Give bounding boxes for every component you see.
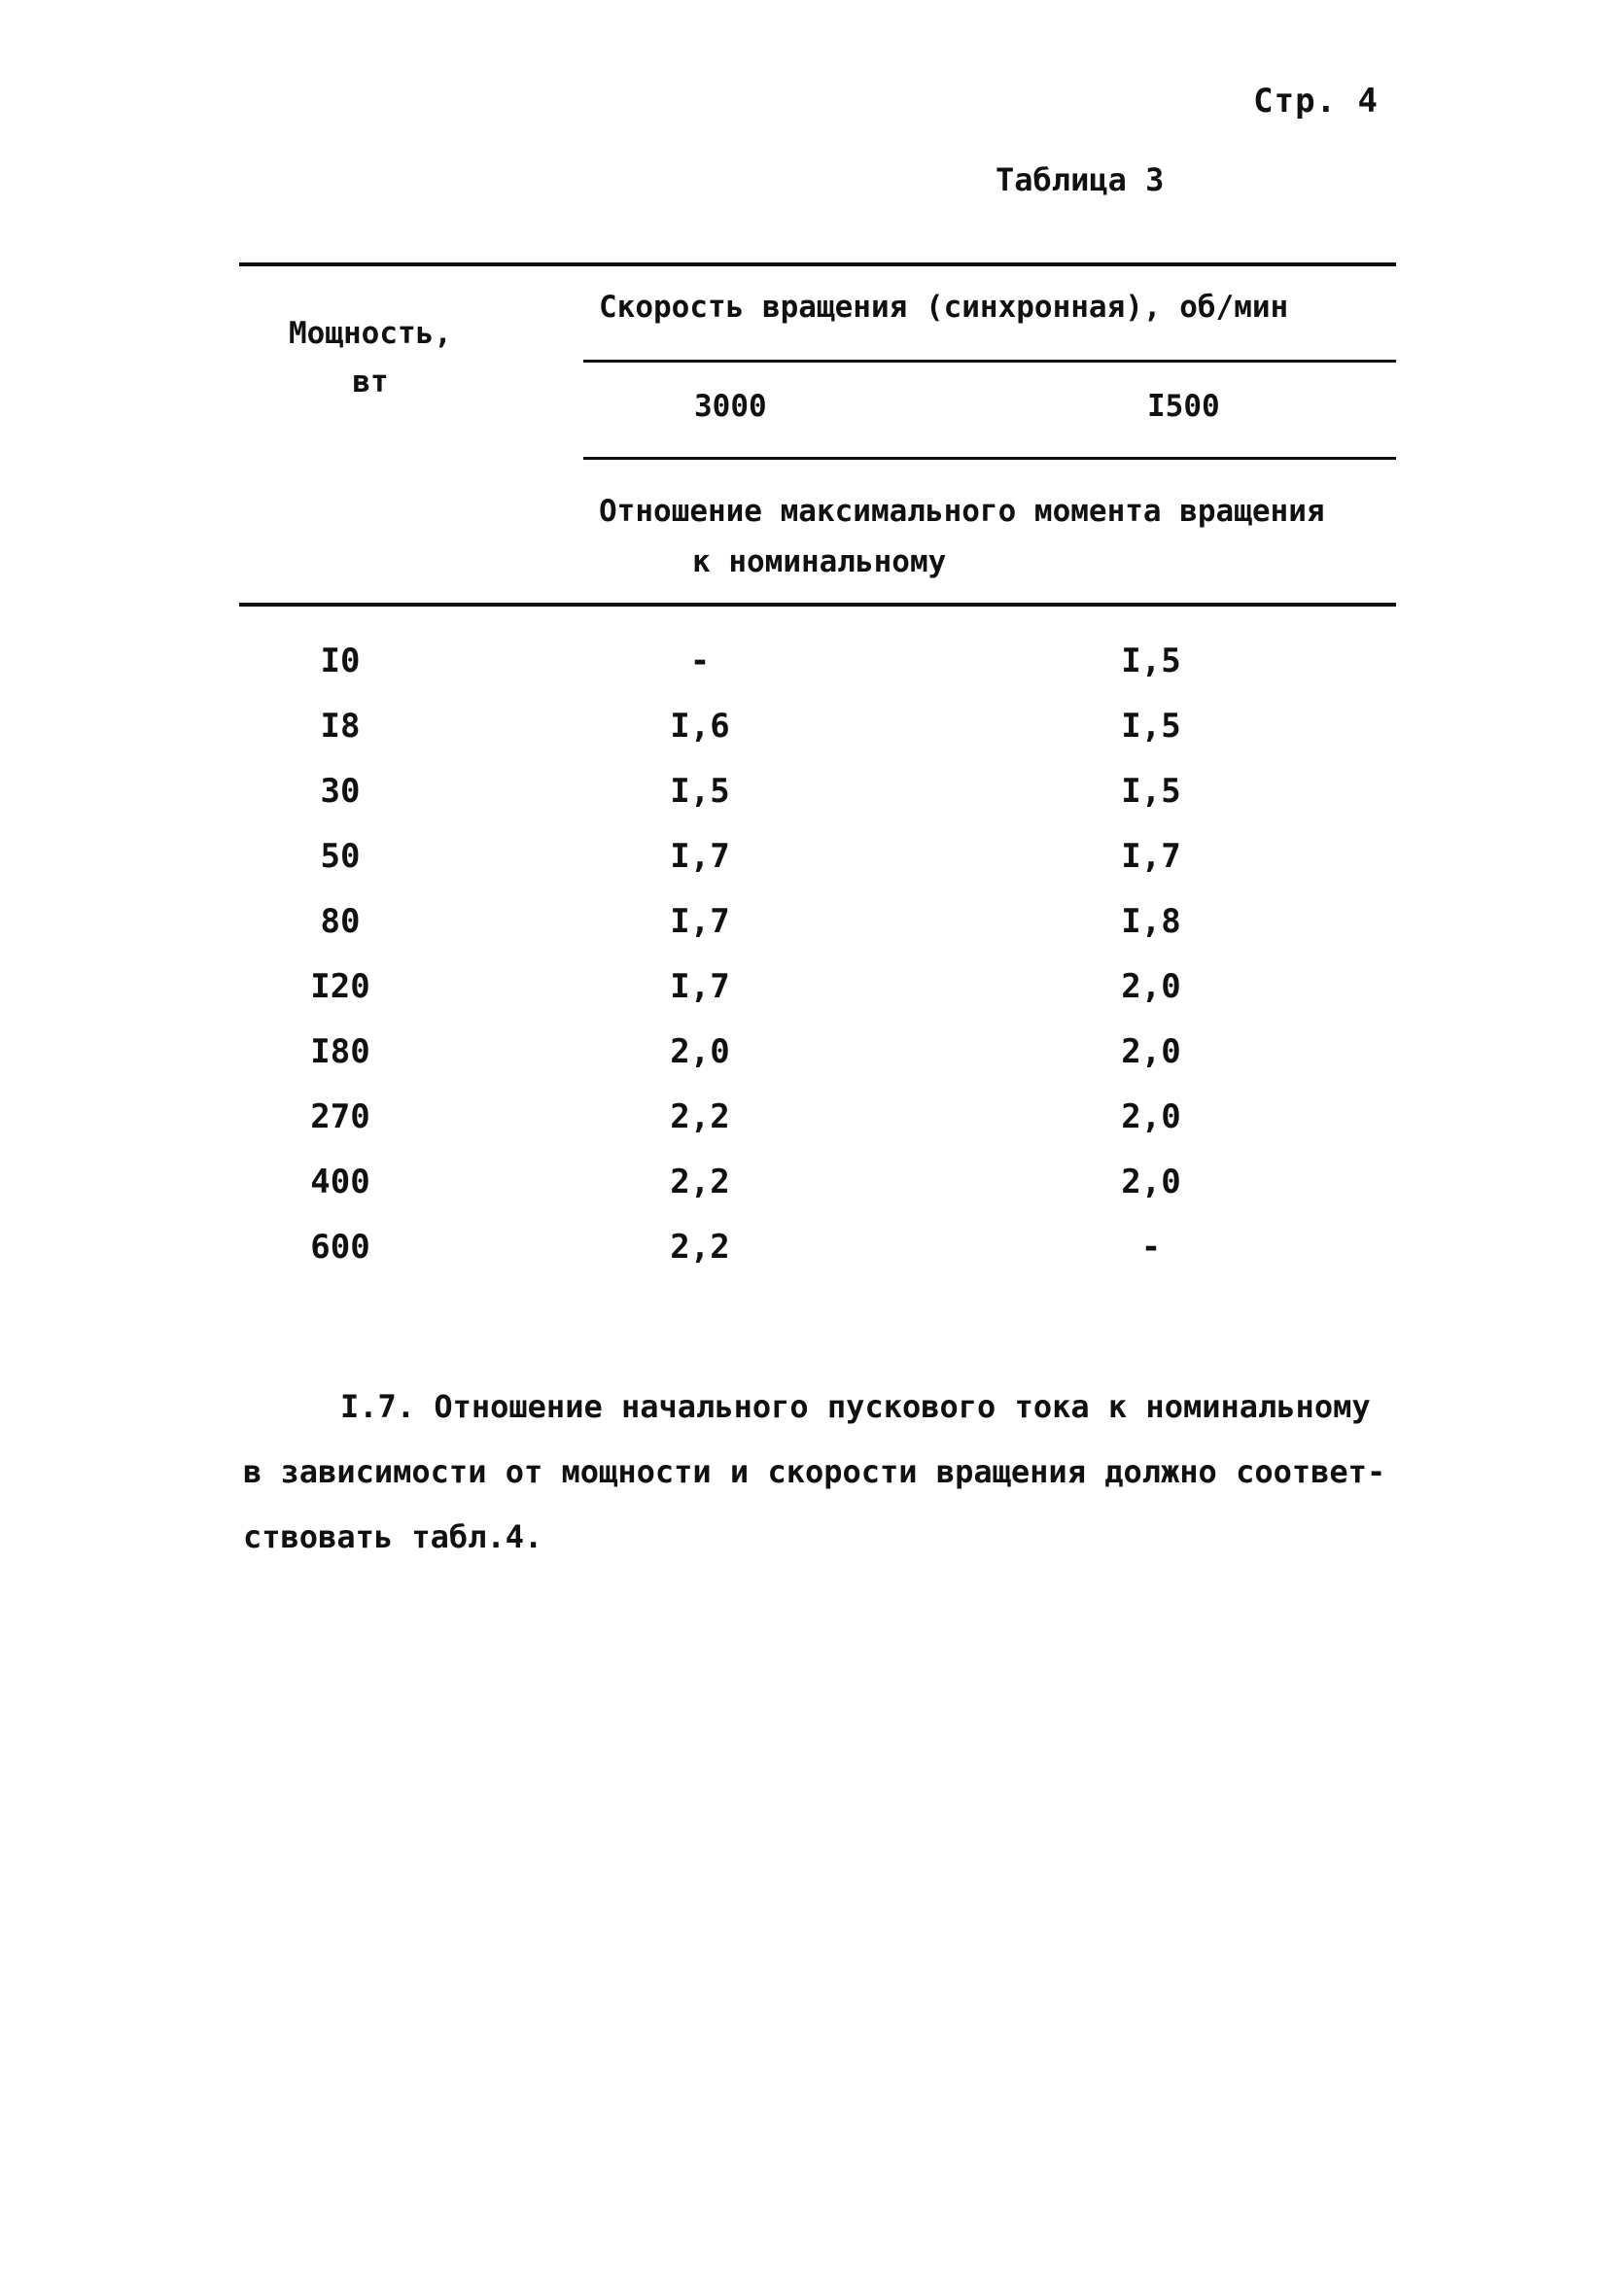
power-cell: 30: [320, 772, 361, 811]
table-caption: Таблица 3: [996, 161, 1165, 198]
ratio-1500-cell: 2,0: [1121, 967, 1181, 1006]
ratio-3000-cell: 2,2: [670, 1228, 730, 1267]
table-row: [239, 1228, 1396, 1293]
ratio-header-line1: Отношение максимального момента вращения: [599, 494, 1325, 529]
ratio-3000-cell: I,5: [670, 772, 730, 811]
ratio-1500-cell: I,5: [1121, 772, 1181, 811]
table-row: [239, 707, 1396, 772]
power-column-header: [278, 309, 463, 406]
ratio-header-line2: к номинальному: [692, 544, 947, 579]
table-row: [239, 1163, 1396, 1228]
power-cell: I80: [310, 1032, 370, 1071]
paragraph-line: I.7. Отношение начального пускового тока к номинальному: [340, 1388, 1371, 1425]
ratio-3000-cell: -: [689, 642, 711, 680]
table-row: [239, 837, 1396, 902]
table-row: [239, 642, 1396, 707]
ratio-1500-cell: 2,0: [1121, 1097, 1181, 1136]
table-row: [239, 902, 1396, 967]
power-cell: 50: [320, 837, 361, 876]
power-cell: 80: [320, 902, 361, 941]
table-row: [239, 772, 1396, 837]
body-paragraph: [243, 1374, 1390, 1570]
power-header-unit: вт: [352, 365, 389, 400]
ratio-1500-cell: -: [1140, 1228, 1162, 1267]
ratio-1500-cell: I,5: [1121, 707, 1181, 746]
table-row: [239, 1032, 1396, 1097]
ratio-3000-cell: 2,2: [670, 1163, 730, 1201]
ratio-1500-cell: 2,0: [1121, 1032, 1181, 1071]
ratio-1500-cell: I,5: [1121, 642, 1181, 680]
speed-3000-header: 3000: [694, 389, 767, 424]
ratio-header: [599, 486, 1377, 587]
table-row: [239, 967, 1396, 1032]
table-top-rule: [239, 262, 1396, 266]
ratio-1500-cell: 2,0: [1121, 1163, 1181, 1201]
ratio-3000-cell: 2,2: [670, 1097, 730, 1136]
ratio-3000-cell: I,7: [670, 902, 730, 941]
power-cell: I8: [320, 707, 361, 746]
power-cell: 400: [310, 1163, 370, 1201]
ratio-3000-cell: I,7: [670, 967, 730, 1006]
speed-header-rule: [583, 360, 1396, 363]
paragraph-line: ствовать табл.4.: [243, 1518, 543, 1555]
power-header-label: Мощность,: [289, 316, 452, 351]
paragraph-line: в зависимости от мощности и скорости вращения должно соответ-: [243, 1453, 1386, 1490]
ratio-3000-cell: I,6: [670, 707, 730, 746]
speed-values-rule: [583, 457, 1396, 460]
ratio-3000-cell: 2,0: [670, 1032, 730, 1071]
ratio-1500-cell: I,7: [1121, 837, 1181, 876]
speed-column-header: Скорость вращения (синхронная), об/мин: [599, 290, 1289, 325]
power-cell: I20: [310, 967, 370, 1006]
ratio-3000-cell: I,7: [670, 837, 730, 876]
table-row: [239, 1097, 1396, 1163]
power-cell: 270: [310, 1097, 370, 1136]
speed-1500-header: I500: [1147, 389, 1220, 424]
power-cell: 600: [310, 1228, 370, 1267]
table-body: [239, 642, 1396, 1293]
power-cell: I0: [320, 642, 361, 680]
ratio-1500-cell: I,8: [1121, 902, 1181, 941]
table-header-bottom-rule: [239, 603, 1396, 607]
page-number: Стр. 4: [1253, 82, 1379, 121]
